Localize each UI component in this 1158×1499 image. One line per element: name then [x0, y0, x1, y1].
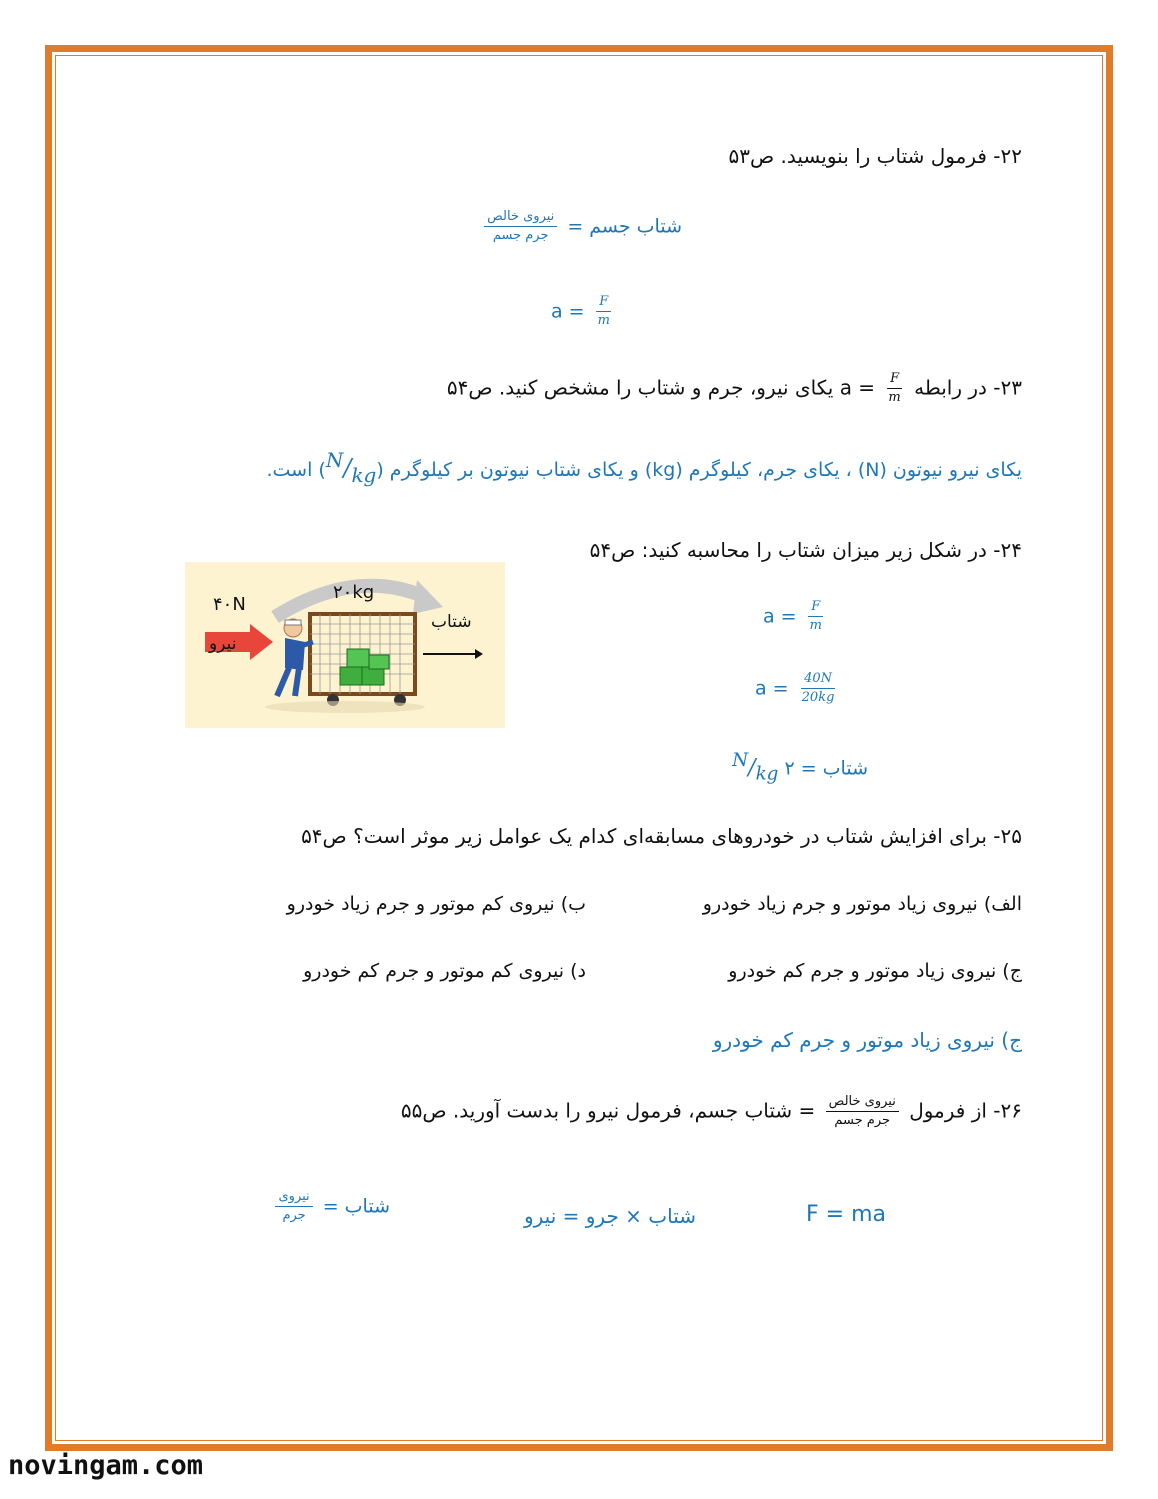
q23-formula [840, 372, 908, 406]
q26-suffix: = شتاب جسم، فرمول نیرو را بدست آورید. ص۵۵ [400, 1098, 816, 1123]
q24-line3 [732, 750, 868, 785]
q26-prefix: ۲۶- از فرمول [909, 1098, 1022, 1123]
q26-frac-num: نیروی خالص [826, 1095, 899, 1112]
accel-arrow-head [475, 649, 483, 659]
q22-sym-lhs: a = [551, 300, 585, 323]
q24-line2 [755, 672, 841, 706]
q23-formula-num: F [887, 372, 902, 389]
q26-ans1-lhs: شتاب = [322, 1195, 390, 1218]
q25-option-d: د) نیروی کم موتور و جرم کم خودرو [303, 960, 586, 982]
q25-option-a: الف) نیروی زیاد موتور و جرم زیاد خودرو [702, 893, 1022, 915]
q26-ans1-num: نیروی [275, 1190, 312, 1207]
q26-question [401, 1095, 1022, 1129]
q23-suffix: یکای نیرو، جرم و شتاب را مشخص کنید. ص۵۴ [446, 375, 834, 400]
q22-answer-num: نیروی خالص [484, 210, 557, 227]
q26-answer-1 [271, 1190, 390, 1224]
q23-formula-lhs: a = [839, 375, 876, 400]
q23-answer [266, 448, 1022, 487]
q23-formula-den: m [888, 390, 901, 406]
q24-line1 [763, 600, 829, 634]
q23-question [447, 372, 1022, 406]
cart-push-figure [185, 562, 505, 728]
q24-line2-den: 20kg [801, 690, 835, 706]
ground-shadow [265, 701, 425, 713]
figure-force-label: نیرو [209, 634, 237, 654]
figure-force-value: ۴۰N [213, 594, 246, 615]
box [347, 649, 369, 667]
box [340, 667, 362, 685]
q23-answer-main: یکای نیرو نیوتون (N) ، یکای جرم، کیلوگرم (kg) و یکای شتاب نیوتون بر کیلوگرم ( [376, 459, 1022, 481]
q26-ans1-den: جرم [282, 1208, 306, 1224]
q22-answer-symbolic [551, 295, 617, 329]
figure-mass-value: ۲۰kg [333, 582, 375, 603]
q24-line3-unit: $^N/_{kg}$ [732, 750, 779, 785]
q22-sym-fraction [595, 295, 613, 329]
q24-line3-text: شتاب = ۲ [784, 757, 868, 780]
q23-prefix: ۲۳- در رابطه [914, 375, 1022, 400]
q23-answer-unit: $^N/_{kg}$ [325, 448, 377, 487]
q24-line2-lhs: a = [755, 677, 789, 700]
q22-sym-num: F [596, 295, 611, 312]
q22-question: ۲۲- فرمول شتاب را بنویسید. ص۵۳ [728, 144, 1022, 168]
q24-line1-lhs: a = [763, 605, 797, 628]
person-body [285, 638, 305, 670]
person-leg [295, 668, 299, 696]
q22-answer-lhs: شتاب جسم = [567, 215, 682, 238]
q23-answer-end: ) است. [266, 459, 326, 481]
q25-option-b: ب) نیروی کم موتور و جرم زیاد خودرو [286, 893, 586, 915]
q25-answer: ج) نیروی زیاد موتور و جرم کم خودرو [712, 1028, 1022, 1052]
q22-sym-den: m [597, 313, 610, 329]
q24-line1-num: F [808, 600, 823, 617]
figure-accel-label: شتاب [431, 612, 472, 632]
page-frame-inner [55, 55, 1103, 1441]
force-arrow-head [250, 624, 273, 660]
q24-line2-num: 40N [801, 672, 835, 689]
q22-answer-den: جرم جسم [492, 228, 549, 244]
site-watermark: novingam.com [8, 1450, 204, 1481]
q26-answer-2: شتاب × جرو = نیرو [523, 1204, 696, 1228]
q24-line1-den: m [809, 618, 822, 634]
box [369, 655, 389, 669]
motion-arc-arrowhead [413, 580, 443, 614]
q25-question: ۲۵- برای افزایش شتاب در خودروهای مسابقه‌ای کدام یک عوامل زیر موثر است؟ ص۵۴ [301, 824, 1022, 848]
q25-option-c: ج) نیروی زیاد موتور و جرم کم خودرو [728, 960, 1022, 982]
person-leg [277, 668, 289, 696]
box [362, 667, 384, 685]
q22-answer-words [480, 210, 682, 244]
q26-answer-3: F = ma [806, 1202, 886, 1227]
q26-frac-den: جرم جسم [834, 1113, 891, 1129]
person-cap [285, 620, 301, 625]
q22-answer-fraction [484, 210, 557, 244]
q24-question: ۲۴- در شکل زیر میزان شتاب را محاسبه کنید: ص۵۴ [589, 538, 1022, 562]
